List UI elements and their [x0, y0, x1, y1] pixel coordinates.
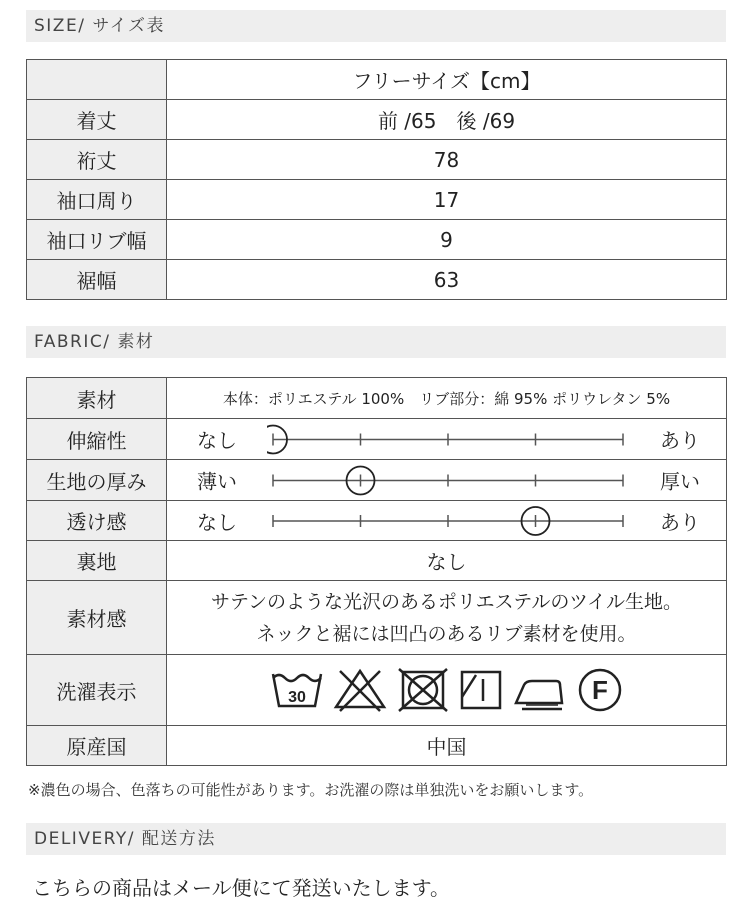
scale-label: 透け感	[27, 501, 167, 541]
delivery-text: こちらの商品はメール便にて発送いたします。	[32, 876, 450, 900]
size-row-label: 袖口リブ幅	[27, 220, 167, 260]
fabric-heading: FABRIC/ 素材	[26, 326, 726, 358]
feel-value	[167, 581, 727, 655]
dry-clean-f-icon	[576, 666, 624, 714]
size-heading: SIZE/ サイズ表	[26, 10, 726, 42]
scale-right-text: 厚い	[660, 469, 700, 494]
no-bleach-icon	[332, 667, 388, 713]
care-label: 洗濯表示	[27, 655, 167, 726]
scale-track	[267, 501, 637, 541]
care-row	[27, 655, 727, 726]
delivery-heading: DELIVERY/ 配送方法	[26, 823, 726, 855]
size-row-value: 78	[167, 140, 727, 180]
size-row-value: 9	[167, 220, 727, 260]
feel-label: 素材感	[27, 581, 167, 655]
material-label: 素材	[27, 378, 167, 419]
material-value: 本体：ポリエステル 100% リブ部分：綿 95% ポリウレタン 5%	[167, 378, 727, 419]
scale-label: 生地の厚み	[27, 460, 167, 501]
size-row-value: 17	[167, 180, 727, 220]
size-row-label: 着丈	[27, 100, 167, 140]
scale-track	[267, 419, 637, 460]
fabric-material-row	[27, 378, 727, 419]
scale-right-text: あり	[660, 428, 700, 453]
size-row-value: 前 /65 後 /69	[167, 100, 727, 140]
size-row	[27, 260, 727, 300]
scale-cell	[167, 501, 727, 541]
fabric-table	[26, 377, 727, 766]
lining-label: 裏地	[27, 541, 167, 581]
scale-row	[27, 460, 727, 501]
iron-low-icon	[512, 667, 568, 713]
origin-row	[27, 726, 727, 766]
size-header-row	[27, 60, 727, 100]
size-row	[27, 100, 727, 140]
feel-line: サテンのような光沢のあるポリエステルのツイル生地。	[210, 590, 682, 613]
scale-cell	[167, 460, 727, 501]
lining-value: なし	[167, 541, 727, 581]
lining-row	[27, 541, 727, 581]
size-row-label: 袖口周り	[27, 180, 167, 220]
size-table	[26, 59, 727, 300]
line-dry-icon	[458, 667, 504, 713]
size-row	[27, 140, 727, 180]
size-column-header: フリーサイズ【cm】	[167, 60, 727, 100]
care-note: ※濃色の場合、色落ちの可能性があります。お洗濯の際は単独洗いをお願いします。	[28, 781, 594, 799]
wash-temp-text: 30	[287, 689, 306, 706]
scale-row	[27, 419, 727, 460]
size-row	[27, 180, 727, 220]
origin-value: 中国	[167, 726, 727, 766]
scale-right-text: あり	[660, 510, 700, 534]
size-row-value: 63	[167, 260, 727, 300]
scale-row	[27, 501, 727, 541]
size-row-label: 裄丈	[27, 140, 167, 180]
scale-left-text: なし	[197, 510, 237, 534]
feel-row	[27, 581, 727, 655]
size-header-empty	[27, 60, 167, 100]
scale-cell	[167, 419, 727, 460]
dry-clean-letter: F	[591, 675, 608, 705]
origin-label: 原産国	[27, 726, 167, 766]
wash-30-icon	[270, 668, 324, 712]
no-tumble-dry-icon	[396, 667, 450, 713]
feel-line: ネックと裾には凹凸のあるリブ素材を使用。	[256, 622, 637, 645]
scale-label: 伸縮性	[27, 419, 167, 460]
scale-track	[267, 460, 637, 501]
care-icons	[167, 655, 727, 726]
size-row-label: 裾幅	[27, 260, 167, 300]
scale-left-text: なし	[197, 428, 237, 453]
scale-left-text: 薄い	[197, 469, 237, 494]
size-row	[27, 220, 727, 260]
